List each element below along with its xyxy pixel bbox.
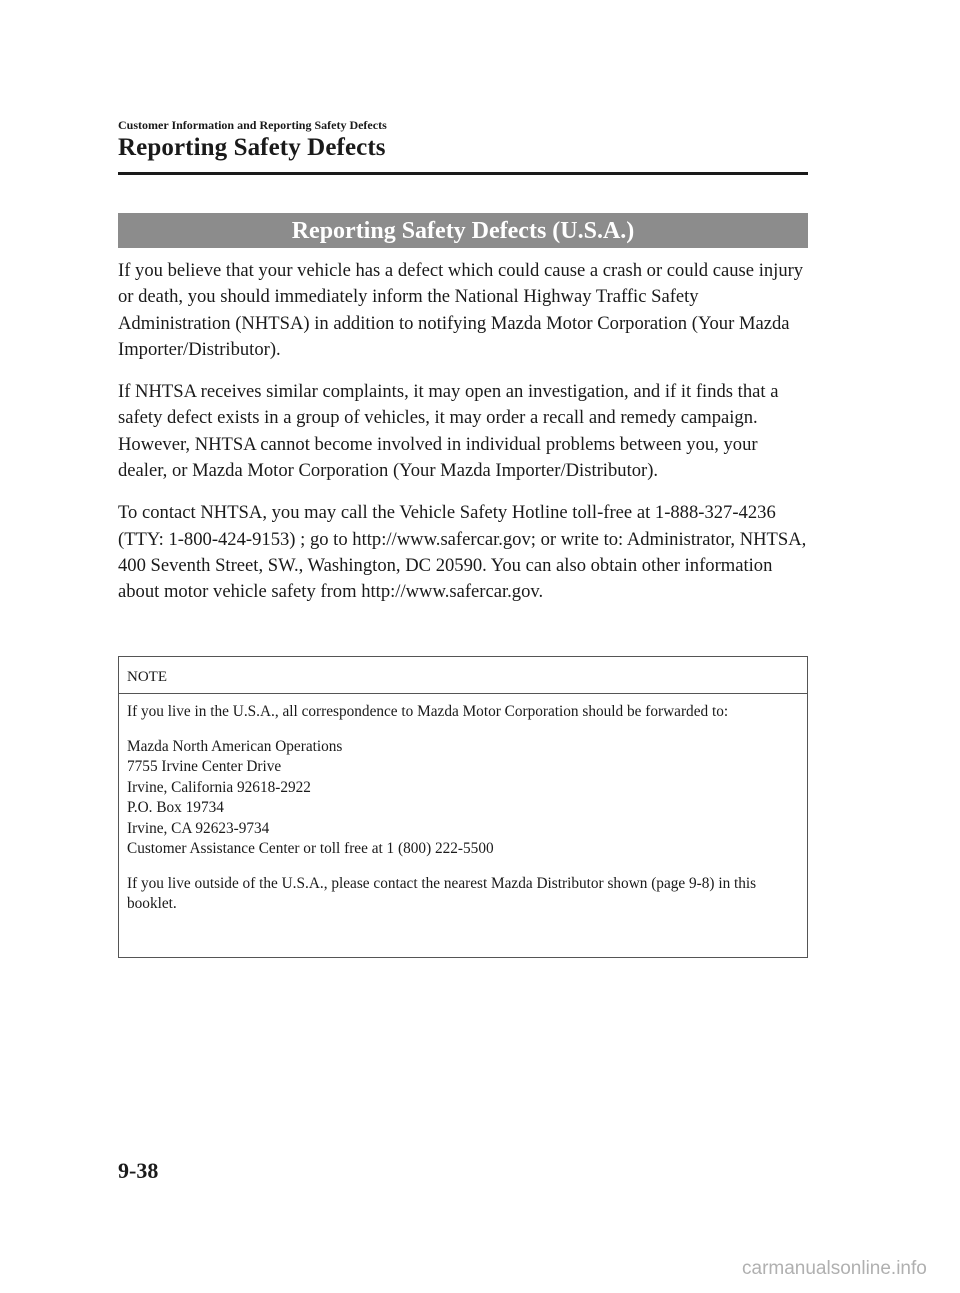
address-line: Irvine, CA 92623-9734 <box>127 819 270 837</box>
section-title: Reporting Safety Defects (U.S.A.) <box>118 213 808 248</box>
address-line: Customer Assistance Center or toll free at 1 (800) 222-5500 <box>127 840 494 857</box>
address-line: Irvine, California 92618-2922 <box>127 778 311 796</box>
note-intro: If you live in the U.S.A., all correspondence to Mazda Motor Corporation should be forwarded to: <box>127 703 729 720</box>
address-block <box>127 737 799 860</box>
paragraph: If NHTSA receives similar complaints, it may open an investigation, and if it finds that a safety defect exists in a group of vehicles, it may order a recall and remedy campaign. However, NHTSA cannot become involved in individual problems between you, your dealer, or Mazda Motor Corporation (Your Mazda Importer/Distributor). <box>118 381 779 482</box>
note-body <box>119 694 807 915</box>
paragraph: If you believe that your vehicle has a defect which could cause a crash or could cause injury or death, you should immediately inform the National Highway Traffic Safety Administration (NHTSA) in addition to notifying Mazda Motor Corporation (Your Mazda Importer/Distributor). <box>118 260 804 360</box>
address-line: 7755 Irvine Center Drive <box>127 758 282 775</box>
heading-divider <box>118 172 808 175</box>
note-box <box>118 656 808 958</box>
page-number: 9-38 <box>118 1158 159 1183</box>
page-title: Reporting Safety Defects <box>118 134 386 161</box>
section-body <box>118 258 808 622</box>
address-line: P.O. Box 19734 <box>127 799 224 816</box>
watermark: carmanualsonline.info <box>742 1258 927 1279</box>
note-outro: If you live outside of the U.S.A., please contact the nearest Mazda Distributor shown (page 9-8) in this booklet. <box>127 874 757 912</box>
address-line: Mazda North American Operations <box>127 737 343 755</box>
chapter-label: Customer Information and Reporting Safety Defects <box>118 118 387 132</box>
note-label: NOTE <box>119 657 807 694</box>
paragraph: To contact NHTSA, you may call the Vehicle Safety Hotline toll-free at 1-888-327-4236 (TTY: 1-800-424-9153) ; go to http://www.safercar.gov; or write to: Administrator, NHTSA, 400 Seventh Street, SW., Washington, DC 20590. You can also obtain other information about motor vehicle safety from http://www.safercar.gov. <box>118 502 807 603</box>
